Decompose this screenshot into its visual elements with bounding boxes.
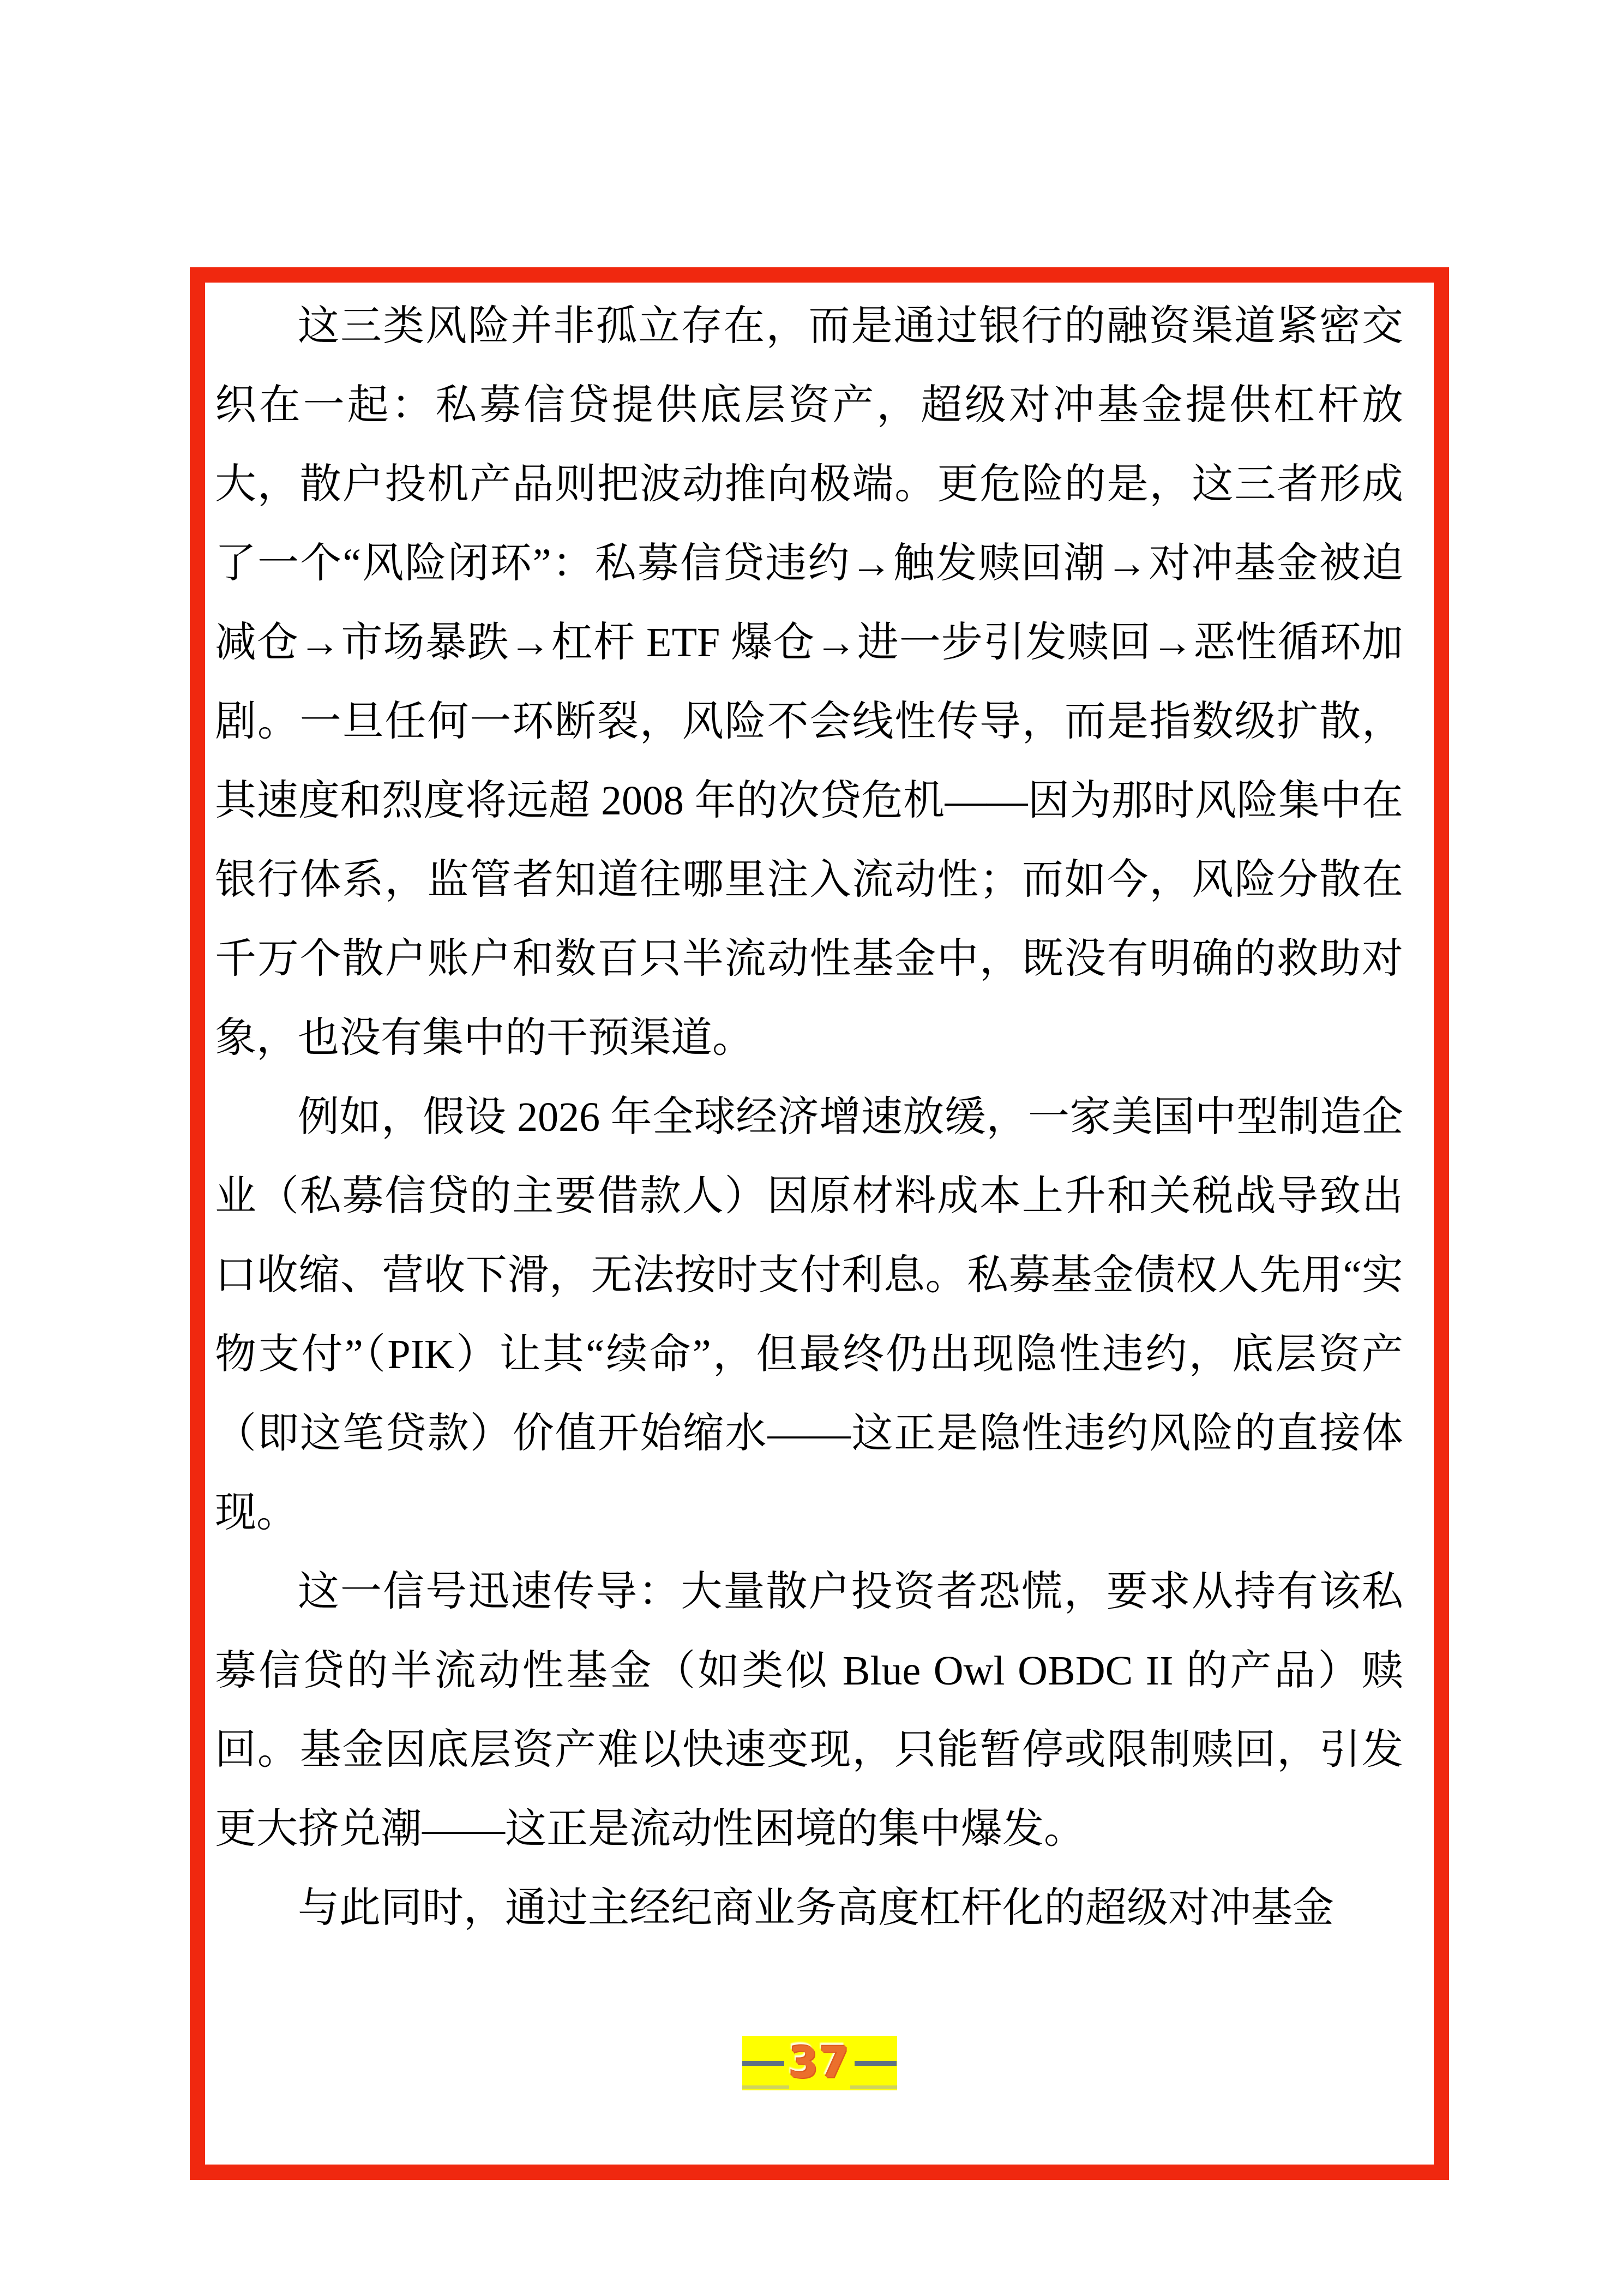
page-number: 37	[789, 2039, 850, 2088]
footer-dash-right-icon	[855, 2061, 897, 2066]
footer-dash-left-icon	[742, 2061, 785, 2066]
paragraph-signal-transmission: 这一信号迅速传导：大量散户投资者恐慌，要求从持有该私募信贷的半流动性基金（如类似 Blue Owl OBDC II 的产品）赎回。基金因底层资产难以快速变现，只能暂停或限制赎回，引发更大挤兑潮——这正是流动性困境的集中爆发。	[215, 1569, 1403, 1852]
paragraph-example-2026: 例如，假设 2026 年全球经济增速放缓，一家美国中型制造企业（私募信贷的主要借款人）因原材料成本上升和关税战导致出口收缩、营收下滑，无法按时支付利息。私募基金债权人先用“实物支付”（PIK）让其“续命”，但最终仍出现隐性违约，底层资产（即这笔贷款）价值开始缩水——这正是隐性违约风险的直接体现。	[215, 1094, 1403, 1536]
red-border-frame	[190, 267, 1449, 2180]
body-text	[205, 283, 1434, 1948]
paragraph-risk-loop: 这三类风险并非孤立存在，而是通过银行的融资渠道紧密交织在一起：私募信贷提供底层资产，超级对冲基金提供杠杆放大，散户投机产品则把波动推向极端。更危险的是，这三者形成了一个“风险闭环”：私募信贷违约→触发赎回潮→对冲基金被迫减仓→市场暴跌→杠杆 ETF 爆仓→进一步引发赎回→恶性循环加剧。一旦任何一环断裂，风险不会线性传导，而是指数级扩散，其速度和烈度将远超 2008 年的次贷危机——因为那时风险集中在银行体系，监管者知道往哪里注入流动性；而如今，风险分散在千万个散户账户和数百只半流动性基金中，既没有明确的救助对象，也没有集中的干预渠道。	[215, 303, 1403, 1061]
footer-dash-shadow-right-icon	[850, 2085, 897, 2089]
paragraph-meanwhile: 与此同时，通过主经纪商业务高度杠杆化的超级对冲基金	[298, 1885, 1334, 1931]
page-footer	[205, 2036, 1434, 2090]
footer-dash-shadow-left-icon	[742, 2085, 789, 2089]
page-number-box	[742, 2036, 897, 2090]
